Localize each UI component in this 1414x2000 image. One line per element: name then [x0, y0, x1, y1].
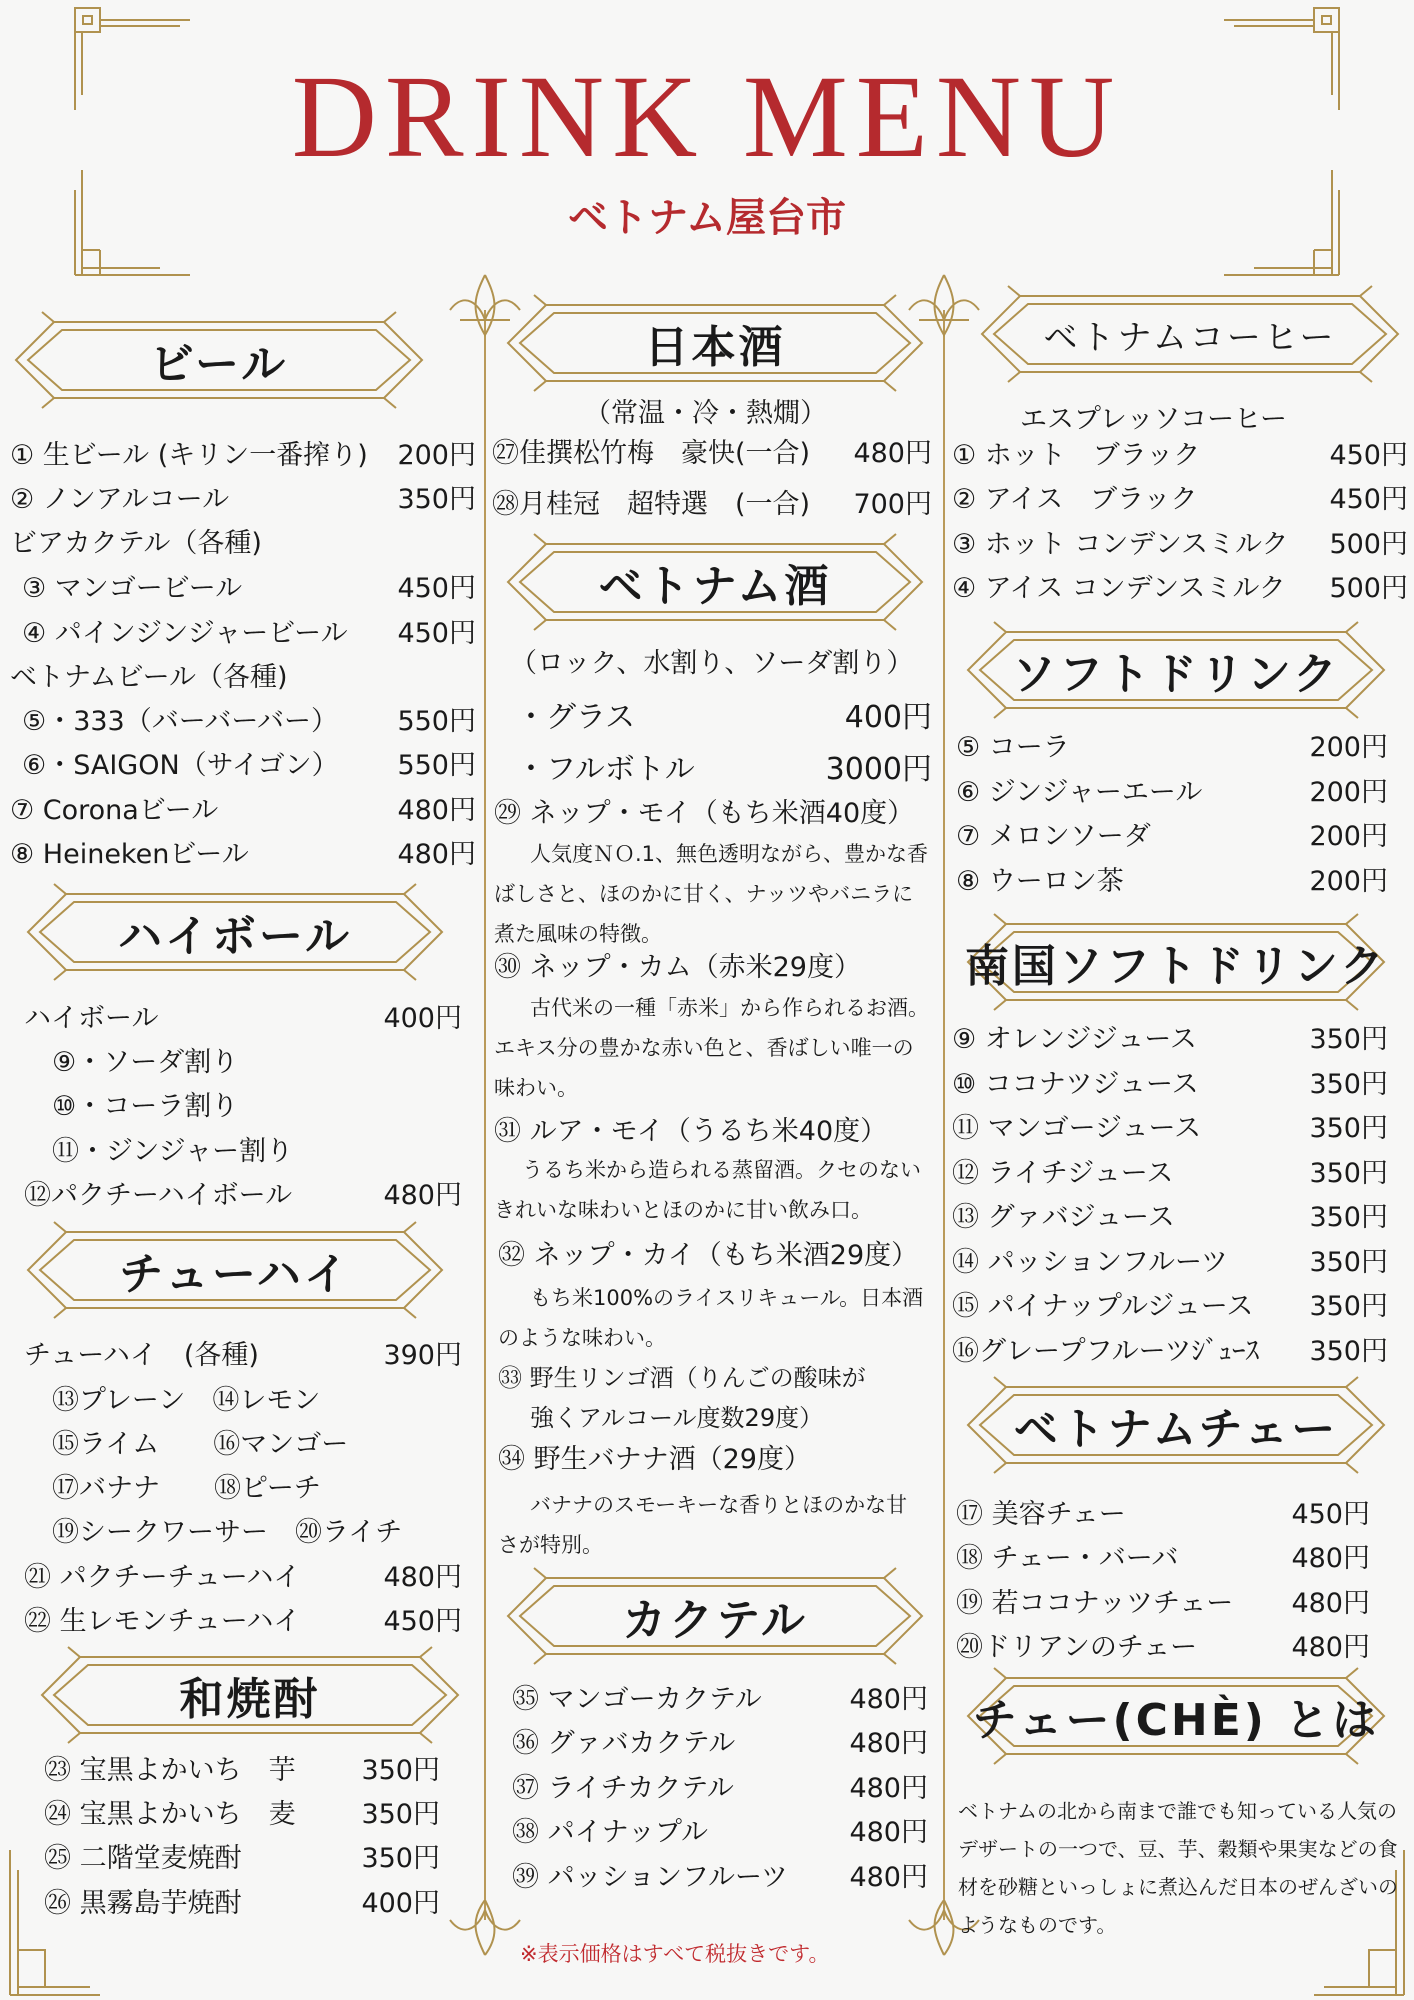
menu-row: [52, 1134, 462, 1170]
menu-row: [952, 1200, 1388, 1236]
menu-row: [952, 1245, 1388, 1281]
item-name: ⑩・コーラ割り: [52, 1091, 239, 1122]
item-name: ㉘月桂冠 超特選 (一合): [492, 489, 811, 520]
menu-row: [44, 1841, 440, 1877]
menu-row: [952, 571, 1408, 607]
section-title-soft: ソフトドリンク: [1011, 649, 1341, 700]
liquor-description: 古代米の一種「赤米」から作られるお酒。エキス分の豊かな赤い色と、香ばしい唯一の味わい。: [494, 996, 929, 1100]
menu-row: [956, 1586, 1370, 1622]
item-name: ④ アイス コンデンスミルク: [952, 573, 1286, 604]
section-banner-coffee: [980, 284, 1400, 384]
item-name: ⑮ライム ⑯マンゴー: [52, 1429, 349, 1460]
item-price: 350円: [1309, 1202, 1388, 1233]
menu-row: [52, 1427, 462, 1463]
item-price: 350円: [1309, 1336, 1388, 1367]
menu-row: [52, 1383, 462, 1419]
item-name: ⑲シークワーサー ⑳ライチ: [52, 1517, 403, 1548]
item-price: 550円: [397, 750, 476, 781]
menu-row: [24, 1560, 462, 1596]
menu-row: [512, 1726, 928, 1762]
menu-row: [952, 1067, 1388, 1103]
menu-row: [24, 1604, 462, 1640]
section-banner-soft: [966, 620, 1386, 720]
item-price: 400円: [844, 700, 932, 735]
item-name: ⑬プレーン ⑭レモン: [52, 1385, 321, 1416]
menu-row: [956, 819, 1388, 855]
section-banner-about: [966, 1666, 1386, 1766]
item-price: 480円: [1291, 1588, 1370, 1619]
item-price: 480円: [853, 438, 932, 469]
item-price: 390円: [383, 1340, 462, 1371]
item-price: 350円: [1309, 1069, 1388, 1100]
item-name: ③ ホット コンデンスミルク: [952, 529, 1289, 560]
menu-row: [512, 1771, 928, 1807]
item-name: ㊳ パイナップル: [512, 1817, 708, 1848]
item-price: 450円: [383, 1606, 462, 1637]
section-banner-sake: [506, 293, 924, 393]
item-price: 350円: [1309, 1113, 1388, 1144]
fleur-ornament: [440, 1900, 530, 1960]
item-name: ビアカクテル（各種): [10, 528, 262, 559]
section-title-che: ベトナムチェー: [1013, 1404, 1339, 1455]
section-banner-vnliquor: [506, 532, 924, 632]
item-price: 350円: [397, 484, 476, 515]
vnliquor-subtitle: （ロック、水割り、ソーダ割り）: [510, 648, 914, 679]
liquor-description: もち米100%のライスリキュール。日本酒のような味わい。: [498, 1286, 924, 1350]
item-name: ハイボール: [24, 1003, 159, 1034]
item-price: 480円: [383, 1562, 462, 1593]
menu-row: [24, 1178, 462, 1214]
item-name: ㊱ グァバカクテル: [512, 1728, 736, 1759]
item-price: 350円: [361, 1799, 440, 1830]
item-name: ⑥・SAIGON（サイゴン）: [22, 750, 339, 781]
item-name: ㉟ マンゴーカクテル: [512, 1684, 762, 1715]
item-price: 480円: [849, 1862, 928, 1893]
item-name: ⑤ コーラ: [956, 732, 1070, 763]
liquor-description: 人気度ＮＯ.1、無色透明ながら、豊かな香ばしさと、ほのかに甘く、ナッツやバニラに煮た風味の特徴。: [494, 842, 929, 946]
item-name: ㉒ 生レモンチューハイ: [24, 1606, 301, 1637]
menu-row: [10, 438, 476, 474]
item-name: ⑨・ソーダ割り: [52, 1047, 239, 1078]
liquor-name: ㉝ 野生リンゴ酒（りんごの酸味が: [498, 1364, 866, 1392]
item-name: ㊲ ライチカクテル: [512, 1773, 734, 1804]
liquor-name: ㉜ ネップ・カイ（もち米酒29度）: [498, 1240, 919, 1271]
item-price: 550円: [397, 706, 476, 737]
item-name: ⑭ パッションフルーツ: [952, 1247, 1228, 1278]
item-name: ⑮ パイナップルジュース: [952, 1291, 1254, 1322]
item-name: ㉗佳撰松竹梅 豪快(一合): [492, 438, 811, 469]
item-name: ㉑ パクチーチューハイ: [24, 1562, 301, 1593]
menu-row: [24, 1338, 462, 1374]
menu-row: [952, 1111, 1388, 1147]
menu-row: [24, 1001, 462, 1037]
item-name: ㊴ パッションフルーツ: [512, 1862, 788, 1893]
item-name: ④ パインジンジャービール: [22, 618, 348, 649]
item-name: ① ホット ブラック: [952, 440, 1201, 471]
item-name: ⑧ ウーロン茶: [956, 866, 1124, 897]
menu-row: [516, 752, 932, 788]
menu-row: [44, 1753, 440, 1789]
menu-row: [10, 660, 476, 696]
section-title-cocktail: カクテル: [622, 1595, 808, 1646]
menu-row: [952, 1156, 1388, 1192]
item-name: ㉔ 宝黒よかいち 麦: [44, 1799, 296, 1830]
item-name: ⑥ ジンジャーエール: [956, 777, 1203, 808]
item-price: 480円: [1291, 1632, 1370, 1663]
coffee-subtitle: エスプレッソコーヒー: [1020, 404, 1288, 435]
page-subtitle: ベトナム屋台市: [568, 195, 846, 241]
menu-row: [952, 482, 1408, 518]
menu-row: [22, 748, 476, 784]
item-price: 200円: [1309, 821, 1388, 852]
column-divider-left: [484, 310, 486, 1920]
section-banner-cocktail: [506, 1566, 924, 1666]
item-name: ⑫パクチーハイボール: [24, 1180, 293, 1211]
item-price: 480円: [849, 1817, 928, 1848]
menu-row: [492, 487, 932, 523]
menu-row: [10, 526, 476, 562]
item-name: ・フルボトル: [516, 752, 695, 787]
item-name: ③ マンゴービール: [22, 573, 243, 604]
menu-row: [10, 837, 476, 873]
liquor-name: ㉚ ネップ・カム（赤米29度）: [494, 952, 861, 983]
menu-row: [22, 571, 476, 607]
item-name: ⑨ オレンジジュース: [952, 1024, 1197, 1055]
item-price: 500円: [1329, 573, 1408, 604]
page-title: DRINK MENU: [291, 51, 1123, 182]
item-name: ⑪ マンゴージュース: [952, 1113, 1202, 1144]
item-price: 350円: [1309, 1158, 1388, 1189]
menu-row: [952, 1334, 1388, 1370]
menu-row: [512, 1815, 928, 1851]
menu-row: [512, 1860, 928, 1896]
item-price: 450円: [1329, 484, 1408, 515]
liquor-name: ㉛ ルア・モイ（うるち米40度）: [494, 1116, 888, 1147]
item-name: ⑦ メロンソーダ: [956, 821, 1151, 852]
item-price: 450円: [1329, 440, 1408, 471]
menu-row: [22, 616, 476, 652]
liquor-name: ㉙ ネップ・モイ（もち米酒40度）: [494, 798, 915, 829]
liquor-name: ㉞ 野生バナナ酒（29度）: [498, 1444, 811, 1475]
item-price: 350円: [1309, 1291, 1388, 1322]
menu-row: [952, 438, 1408, 474]
menu-row: [52, 1471, 462, 1507]
item-name: ⑬ グァバジュース: [952, 1202, 1175, 1233]
section-banner-tropical: [966, 912, 1386, 1012]
item-price: 350円: [1309, 1247, 1388, 1278]
section-banner-highball: [26, 882, 444, 982]
item-name: ㉖ 黒霧島芋焼酎: [44, 1888, 242, 1919]
item-name: ㉓ 宝黒よかいち 芋: [44, 1755, 296, 1786]
item-name: ⑰ 美容チェー: [956, 1499, 1126, 1530]
item-price: 200円: [397, 440, 476, 471]
section-title-highball: ハイボール: [117, 911, 353, 962]
menu-row: [52, 1089, 462, 1125]
section-title-tropical: 南国ソフトドリンク: [964, 941, 1388, 992]
menu-row: [952, 527, 1408, 563]
section-title-sake: 日本酒: [644, 322, 786, 373]
item-price: 200円: [1309, 732, 1388, 763]
liquor-description: うるち米から造られる蒸留酒。クセのないきれいな味わいとほのかに甘い飲み口。: [494, 1158, 921, 1222]
item-price: 350円: [361, 1843, 440, 1874]
menu-row: [492, 436, 932, 472]
liquor-description: バナナのスモーキーな香りとほのかな甘さが特別。: [498, 1493, 908, 1557]
menu-row: [952, 1289, 1388, 1325]
menu-row: [516, 700, 932, 736]
menu-row: [22, 704, 476, 740]
section-banner-chuhai: [26, 1220, 444, 1320]
item-price: 480円: [397, 839, 476, 870]
item-name: ベトナムビール（各種): [10, 662, 288, 693]
item-price: 400円: [383, 1003, 462, 1034]
item-name: ⑳ドリアンのチェー: [956, 1632, 1198, 1663]
che-description: ベトナムの北から南まで誰でも知っている人気のデザートの一つで、豆、芋、穀類や果実などの食材を砂糖といっしょに煮込んだ日本のぜんざいのようなものです。: [958, 1799, 1398, 1937]
item-price: 350円: [1309, 1024, 1388, 1055]
section-title-coffee: ベトナムコーヒー: [1043, 317, 1337, 358]
item-price: 480円: [849, 1684, 928, 1715]
sake-subtitle: （常温・冷・熱燗）: [584, 398, 827, 429]
section-title-vnliquor: ベトナム酒: [598, 561, 832, 612]
liquor-description: 強くアルコール度数29度）: [530, 1404, 824, 1432]
menu-row: [52, 1045, 462, 1081]
menu-row: [952, 1022, 1388, 1058]
item-price: 200円: [1309, 866, 1388, 897]
item-price: 480円: [849, 1728, 928, 1759]
item-name: ⑫ ライチジュース: [952, 1158, 1174, 1189]
menu-row: [956, 730, 1388, 766]
item-name: ⑪・ジンジャー割り: [52, 1136, 294, 1167]
menu-row: [512, 1682, 928, 1718]
section-banner-shochu: [40, 1645, 460, 1745]
tax-note: ※表示価格はすべて税抜きです。: [520, 1942, 830, 1966]
item-name: ⑧ Heinekenビール: [10, 839, 249, 870]
section-banner-beer: [14, 310, 424, 410]
item-name: ・グラス: [516, 700, 636, 735]
item-price: 500円: [1329, 529, 1408, 560]
section-banner-che: [966, 1375, 1386, 1475]
item-name: ㉕ 二階堂麦焼酎: [44, 1843, 242, 1874]
item-name: ⑲ 若ココナッツチェー: [956, 1588, 1234, 1619]
item-price: 450円: [397, 618, 476, 649]
item-price: 480円: [1291, 1543, 1370, 1574]
item-name: ⑩ ココナツジュース: [952, 1069, 1199, 1100]
section-title-beer: ビール: [149, 339, 289, 390]
item-name: チューハイ (各種): [24, 1340, 259, 1371]
section-title-chuhai: チューハイ: [119, 1249, 351, 1300]
item-price: 450円: [1291, 1499, 1370, 1530]
item-price: 350円: [361, 1755, 440, 1786]
section-title-about: チェー(CHÈ) とは: [972, 1695, 1380, 1746]
menu-row: [956, 1497, 1370, 1533]
menu-row: [44, 1886, 440, 1922]
section-title-shochu: 和焼酎: [179, 1674, 321, 1725]
item-price: 700円: [853, 489, 932, 520]
item-name: ② アイス ブラック: [952, 484, 1198, 515]
item-price: 480円: [849, 1773, 928, 1804]
item-name: ⑦ Coronaビール: [10, 795, 219, 826]
item-price: 200円: [1309, 777, 1388, 808]
item-price: 480円: [397, 795, 476, 826]
item-name: ⑤・333（バーバーバー）: [22, 706, 339, 737]
item-price: 400円: [361, 1888, 440, 1919]
menu-row: [956, 775, 1388, 811]
column-divider-right: [943, 310, 945, 1920]
menu-row: [956, 864, 1388, 900]
item-name: ② ノンアルコール: [10, 484, 230, 515]
menu-row: [956, 1541, 1370, 1577]
item-name: ① 生ビール (キリン一番搾り): [10, 440, 368, 471]
menu-row: [956, 1630, 1370, 1666]
item-name: ⑰バナナ ⑱ピーチ: [52, 1473, 321, 1504]
menu-row: [10, 793, 476, 829]
item-price: 450円: [397, 573, 476, 604]
menu-row: [44, 1797, 440, 1833]
menu-row: [52, 1515, 462, 1551]
item-name: ⑱ チェー・バーバ: [956, 1543, 1179, 1574]
item-name: ⑯グレープフルーツｼﾞｭｰｽ: [952, 1336, 1259, 1367]
menu-row: [10, 482, 476, 518]
item-price: 3000円: [825, 752, 932, 787]
item-price: 480円: [383, 1180, 462, 1211]
